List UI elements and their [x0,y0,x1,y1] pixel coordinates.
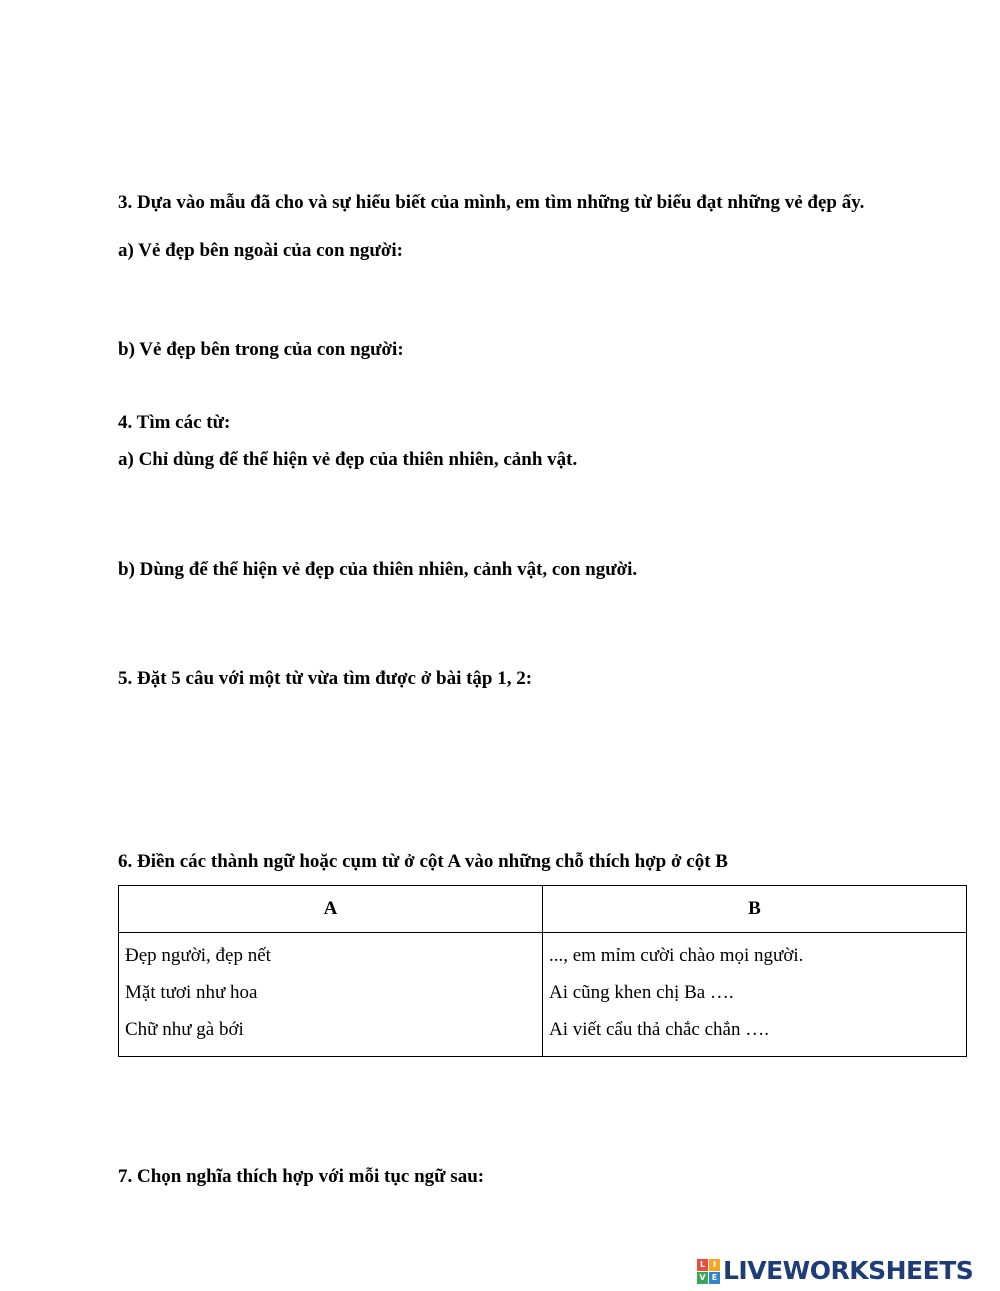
column-a-item: Đẹp người, đẹp nết [125,945,271,966]
logo-letter: E [709,1272,720,1284]
liveworksheets-logo [697,1256,973,1286]
column-b-item: Ai viết cẩu thả chắc chắn …. [549,1019,769,1040]
question-4b: b) Dùng để thể hiện vẻ đẹp của thiên nhiên, cảnh vật, con người. [118,559,638,580]
question-3a: a) Vẻ đẹp bên ngoài của con người: [118,240,403,261]
question-3-title: 3. Dựa vào mẫu đã cho và sự hiểu biết của mình, em tìm những từ biểu đạt những vẻ đẹp ấy. [118,192,865,213]
logo-letter: L [697,1259,708,1271]
column-a-item: Mặt tươi như hoa [125,982,258,1003]
question-7-title: 7. Chọn nghĩa thích hợp với mỗi tục ngữ sau: [118,1166,485,1187]
column-a-cell [119,933,543,1057]
logo-mark-icon [697,1259,720,1284]
column-b-item: ..., em mỉm cười chào mọi người. [549,945,804,966]
question-4a: a) Chỉ dùng để thể hiện vẻ đẹp của thiên nhiên, cảnh vật. [118,449,578,470]
column-b-header: B [543,886,967,933]
column-b-cell [543,933,967,1057]
question-5-title: 5. Đặt 5 câu với một từ vừa tìm được ở bài tập 1, 2: [118,668,533,689]
column-a-item: Chữ như gà bới [125,1019,244,1040]
logo-letter: I [709,1259,720,1271]
logo-text: LIVEWORKSHEETS [723,1256,974,1285]
question-3b: b) Vẻ đẹp bên trong của con người: [118,339,404,360]
logo-letter: V [697,1272,708,1284]
column-b-item: Ai cũng khen chị Ba …. [549,982,734,1003]
question-6-title: 6. Điền các thành ngữ hoặc cụm từ ở cột A vào những chỗ thích hợp ở cột B [118,851,728,872]
column-a-header: A [119,886,543,933]
matching-table [118,885,967,1057]
question-4-title: 4. Tìm các từ: [118,412,231,433]
